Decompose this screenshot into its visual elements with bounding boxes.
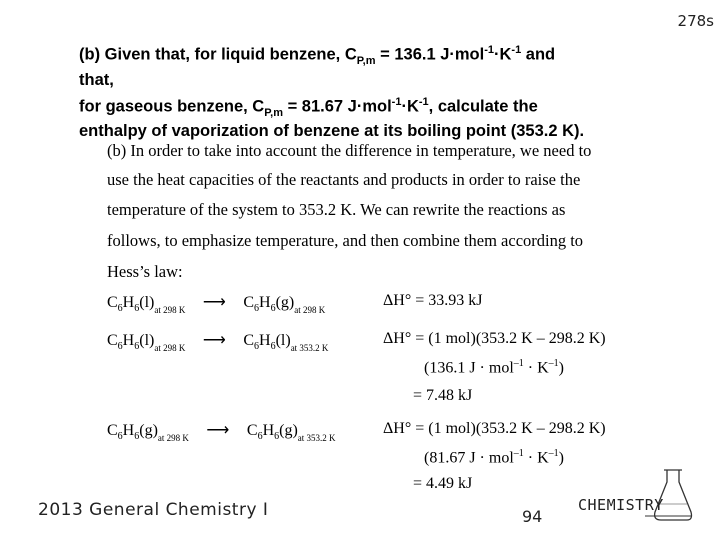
subscript: 6	[270, 303, 276, 314]
arrow-right-icon: ⟶	[206, 422, 230, 439]
formula-part: H	[122, 422, 135, 439]
equation-3-heat-capacity	[424, 448, 564, 467]
subscript: P,m	[356, 54, 376, 67]
equation-2-reaction	[107, 330, 329, 353]
question-text: , calculate the	[428, 97, 538, 116]
formula-part: C	[243, 294, 255, 311]
superscript: -1	[484, 44, 494, 56]
capacity-text: )	[558, 359, 564, 377]
formula-part: C	[107, 294, 118, 311]
formula-part: H	[259, 294, 271, 311]
arrow-right-icon: ⟶	[202, 332, 226, 349]
footer-course-title: 2013 General Chemistry I	[38, 500, 269, 520]
solution-line-1: (b) In order to take into account the difference in temperature, we need to	[107, 141, 592, 160]
superscript: –1	[548, 448, 559, 459]
solution-line-4: follows, to emphasize temperature, and then combine them according to	[107, 231, 584, 250]
question-text: = 136.1 J·mol	[375, 45, 485, 64]
solution-line-5: Hess’s law:	[107, 262, 183, 281]
formula-part: H	[262, 422, 275, 439]
subscript: 6	[270, 341, 276, 352]
question-line-3	[79, 96, 538, 119]
formula-part: H	[259, 332, 271, 349]
question-line-1	[79, 44, 555, 67]
superscript: -1	[418, 96, 429, 108]
condition: at 298 K	[154, 305, 186, 315]
arrow-right-icon: ⟶	[202, 294, 226, 311]
question-line-4: enthalpy of vaporization of benzene at its boiling point (353.2 K).	[79, 122, 585, 140]
phase: (l)	[139, 332, 155, 349]
superscript: -1	[511, 44, 522, 56]
question-text: (b) Given that, for liquid benzene, C	[79, 45, 357, 64]
phase: (l)	[139, 294, 155, 311]
superscript: -1	[391, 96, 402, 108]
equation-2-heat-capacity	[424, 358, 564, 377]
phase: (g)	[279, 422, 298, 439]
condition: at 353.2 K	[290, 343, 329, 353]
subscript: 6	[117, 303, 123, 314]
solution-line-3: temperature of the system to 353.2 K. We can rewrite the reactions as	[107, 200, 566, 219]
equation-1-reaction	[107, 292, 326, 315]
equation-3-reaction	[107, 420, 336, 443]
subscript: 6	[117, 431, 123, 442]
equation-3-result: = 4.49 kJ	[413, 475, 473, 492]
phase: (g)	[139, 422, 158, 439]
chemistry-logo	[575, 468, 693, 524]
question-text: for gaseous benzene, C	[79, 97, 265, 116]
phase: (g)	[275, 294, 295, 311]
logo-text: CHEMISTRY	[578, 496, 664, 514]
condition: at 353.2 K	[297, 433, 336, 443]
superscript: –1	[513, 358, 524, 369]
capacity-text: · K	[523, 359, 549, 377]
capacity-text: )	[558, 449, 564, 467]
subscript: 6	[274, 431, 280, 442]
subscript: 6	[254, 341, 260, 352]
capacity-text: · K	[523, 449, 549, 467]
condition: at 298 K	[157, 433, 189, 443]
question-text: ·K	[494, 45, 512, 64]
question-text: ·K	[401, 97, 419, 116]
subscript: 6	[134, 341, 140, 352]
subscript: 6	[257, 431, 263, 442]
capacity-text: (136.1 J · mol	[424, 359, 514, 377]
subscript: 6	[117, 341, 123, 352]
formula-part: H	[122, 294, 135, 311]
capacity-text: (81.67 J · mol	[424, 449, 514, 467]
formula-part: C	[243, 332, 255, 349]
equation-1-enthalpy: ΔH° = 33.93 kJ	[383, 292, 483, 309]
condition: at 298 K	[294, 305, 326, 315]
equation-3-enthalpy: ΔH° = (1 mol)(353.2 K – 298.2 K)	[383, 420, 606, 437]
subscript: 6	[134, 303, 140, 314]
equation-2-enthalpy: ΔH° = (1 mol)(353.2 K – 298.2 K)	[383, 330, 606, 347]
condition: at 298 K	[154, 343, 186, 353]
formula-part: C	[246, 422, 258, 439]
page-number: 94	[522, 507, 543, 526]
phase: (l)	[275, 332, 291, 349]
question-text: and	[521, 45, 556, 64]
subscript: 6	[134, 431, 140, 442]
subscript: P,m	[264, 106, 283, 119]
formula-part: C	[107, 332, 118, 349]
question-text: = 81.67 J·mol	[282, 97, 392, 116]
slide-id: 278s	[677, 12, 714, 30]
equation-2-result: = 7.48 kJ	[413, 387, 473, 404]
superscript: –1	[548, 358, 559, 369]
question-line-2: that,	[79, 71, 114, 89]
subscript: 6	[254, 303, 260, 314]
formula-part: C	[107, 422, 118, 439]
superscript: –1	[513, 448, 524, 459]
solution-line-2: use the heat capacities of the reactants and products in order to raise the	[107, 170, 581, 189]
formula-part: H	[122, 332, 135, 349]
